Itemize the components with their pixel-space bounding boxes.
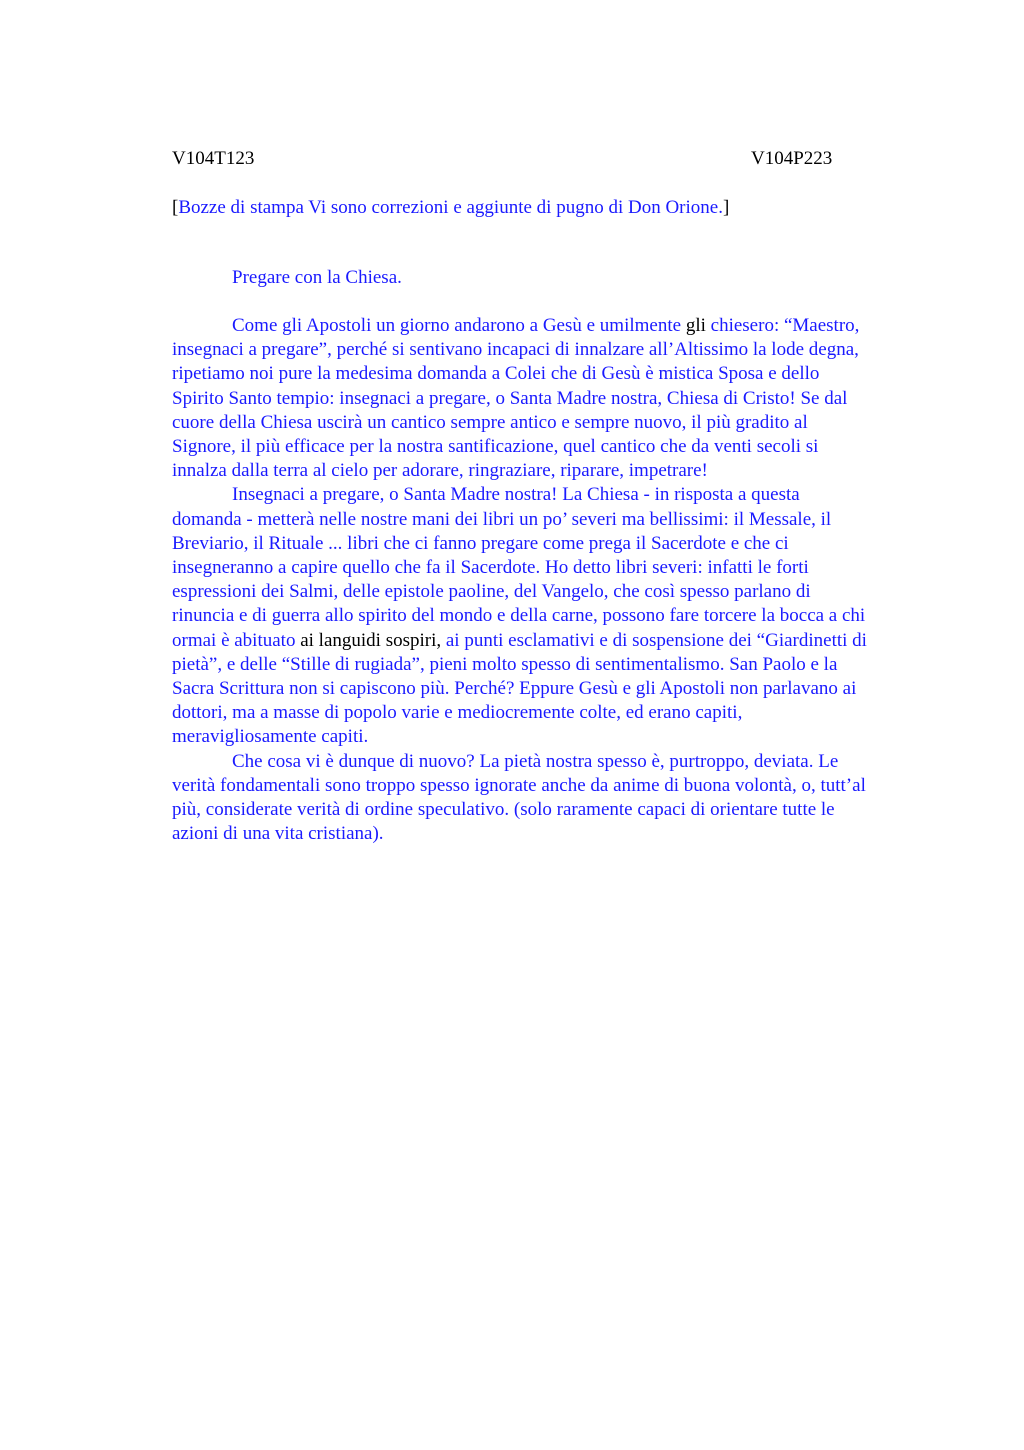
paragraph-1-line: insegnaci a pregare”, perché si sentivano incapaci di innalzare all’Altissimo la lode degna, (172, 339, 859, 361)
note-close-bracket: ] (722, 197, 730, 218)
note-open-bracket: [ (172, 197, 179, 218)
paragraph-2-line: meravigliosamente capiti. (172, 726, 369, 748)
paragraph-1-line: ripetiamo noi pure la medesima domanda a Colei che di Gesù è mistica Sposa e dello (172, 363, 820, 385)
paragraph-2-line: rinuncia e di guerra allo spirito del mondo e della carne, possono fare torcere la bocca a chi (172, 605, 866, 627)
paragraph-1-line: Signore, il più efficace per la nostra santificazione, quel cantico che da venti secoli si (172, 436, 819, 458)
header-right-code: V104P223 (751, 148, 833, 169)
text-run: chiesero: “Maestro, (705, 315, 860, 336)
paragraph-3-line: azioni di una vita cristiana). (172, 823, 384, 845)
paragraph-1-line: cuore della Chiesa uscirà un cantico sempre antico e sempre nuovo, il più gradito al (172, 411, 808, 433)
text-run: ai punti esclamativi e di sospensione dei “Giardinetti di (441, 629, 867, 651)
note-text: Bozze di stampa Vi sono correzioni e aggiunte di pugno di Don Orione. (178, 197, 723, 218)
text-run: ormai è abituato (172, 629, 301, 651)
body-text (172, 314, 932, 846)
paragraph-1-line (172, 314, 932, 338)
paragraph-2-line: insegneranno a capire quello che fa il Sacerdote. Ho detto libri severi: infatti le forti (172, 557, 809, 579)
paragraph-2-line: Insegnaci a pregare, o Santa Madre nostra! La Chiesa - in risposta a questa (232, 484, 800, 506)
text-run: ai languidi sospiri, (300, 629, 442, 651)
paragraph-2-line: pietà”, e delle “Stille di rugiada”, pieni molto spesso di sentimentalismo. San Paolo e la (172, 653, 838, 675)
paragraph-1-line: innalza dalla terra al cielo per adorare, ringraziare, riparare, impetrare! (172, 460, 708, 482)
paragraph-1-line: Spirito Santo tempio: insegnaci a pregare, o Santa Madre nostra, Chiesa di Cristo! Se dal (172, 387, 848, 409)
text-run: gli (685, 315, 706, 336)
paragraph-2-line: Breviario, il Rituale ... libri che ci fanno pregare come prega il Sacerdote e che ci (172, 532, 789, 554)
paragraph-2-line: Sacra Scrittura non si capiscono più. Perché? Eppure Gesù e gli Apostoli non parlavano ai (172, 678, 857, 700)
paragraph-3-line: Che cosa vi è dunque di nuovo? La pietà nostra spesso è, purtroppo, deviata. Le (232, 750, 839, 772)
editorial-note (172, 196, 729, 220)
paragraph-2-line: dottori, ma a masse di popolo varie e mediocremente colte, ed erano capiti, (172, 702, 743, 724)
header-left-code: V104T123 (172, 148, 255, 169)
section-title: Pregare con la Chiesa. (232, 267, 402, 288)
paragraph-2-line: espressioni dei Salmi, delle epistole paoline, del Vangelo, che così spesso parlano di (172, 581, 811, 603)
paragraph-3-line: più, considerate verità di ordine speculativo. (solo raramente capaci di orientare tutte le (172, 799, 835, 821)
paragraph-3-line: verità fondamentali sono troppo spesso ignorate anche da anime di buona volontà, o, tutt’al (172, 774, 866, 796)
paragraph-2-line (172, 629, 932, 653)
paragraph-2-line: domanda - metterà nelle nostre mani dei libri un po’ severi ma bellissimi: il Messale, il (172, 508, 832, 530)
text-run: Come gli Apostoli un giorno andarono a Gesù e umilmente (232, 315, 686, 336)
